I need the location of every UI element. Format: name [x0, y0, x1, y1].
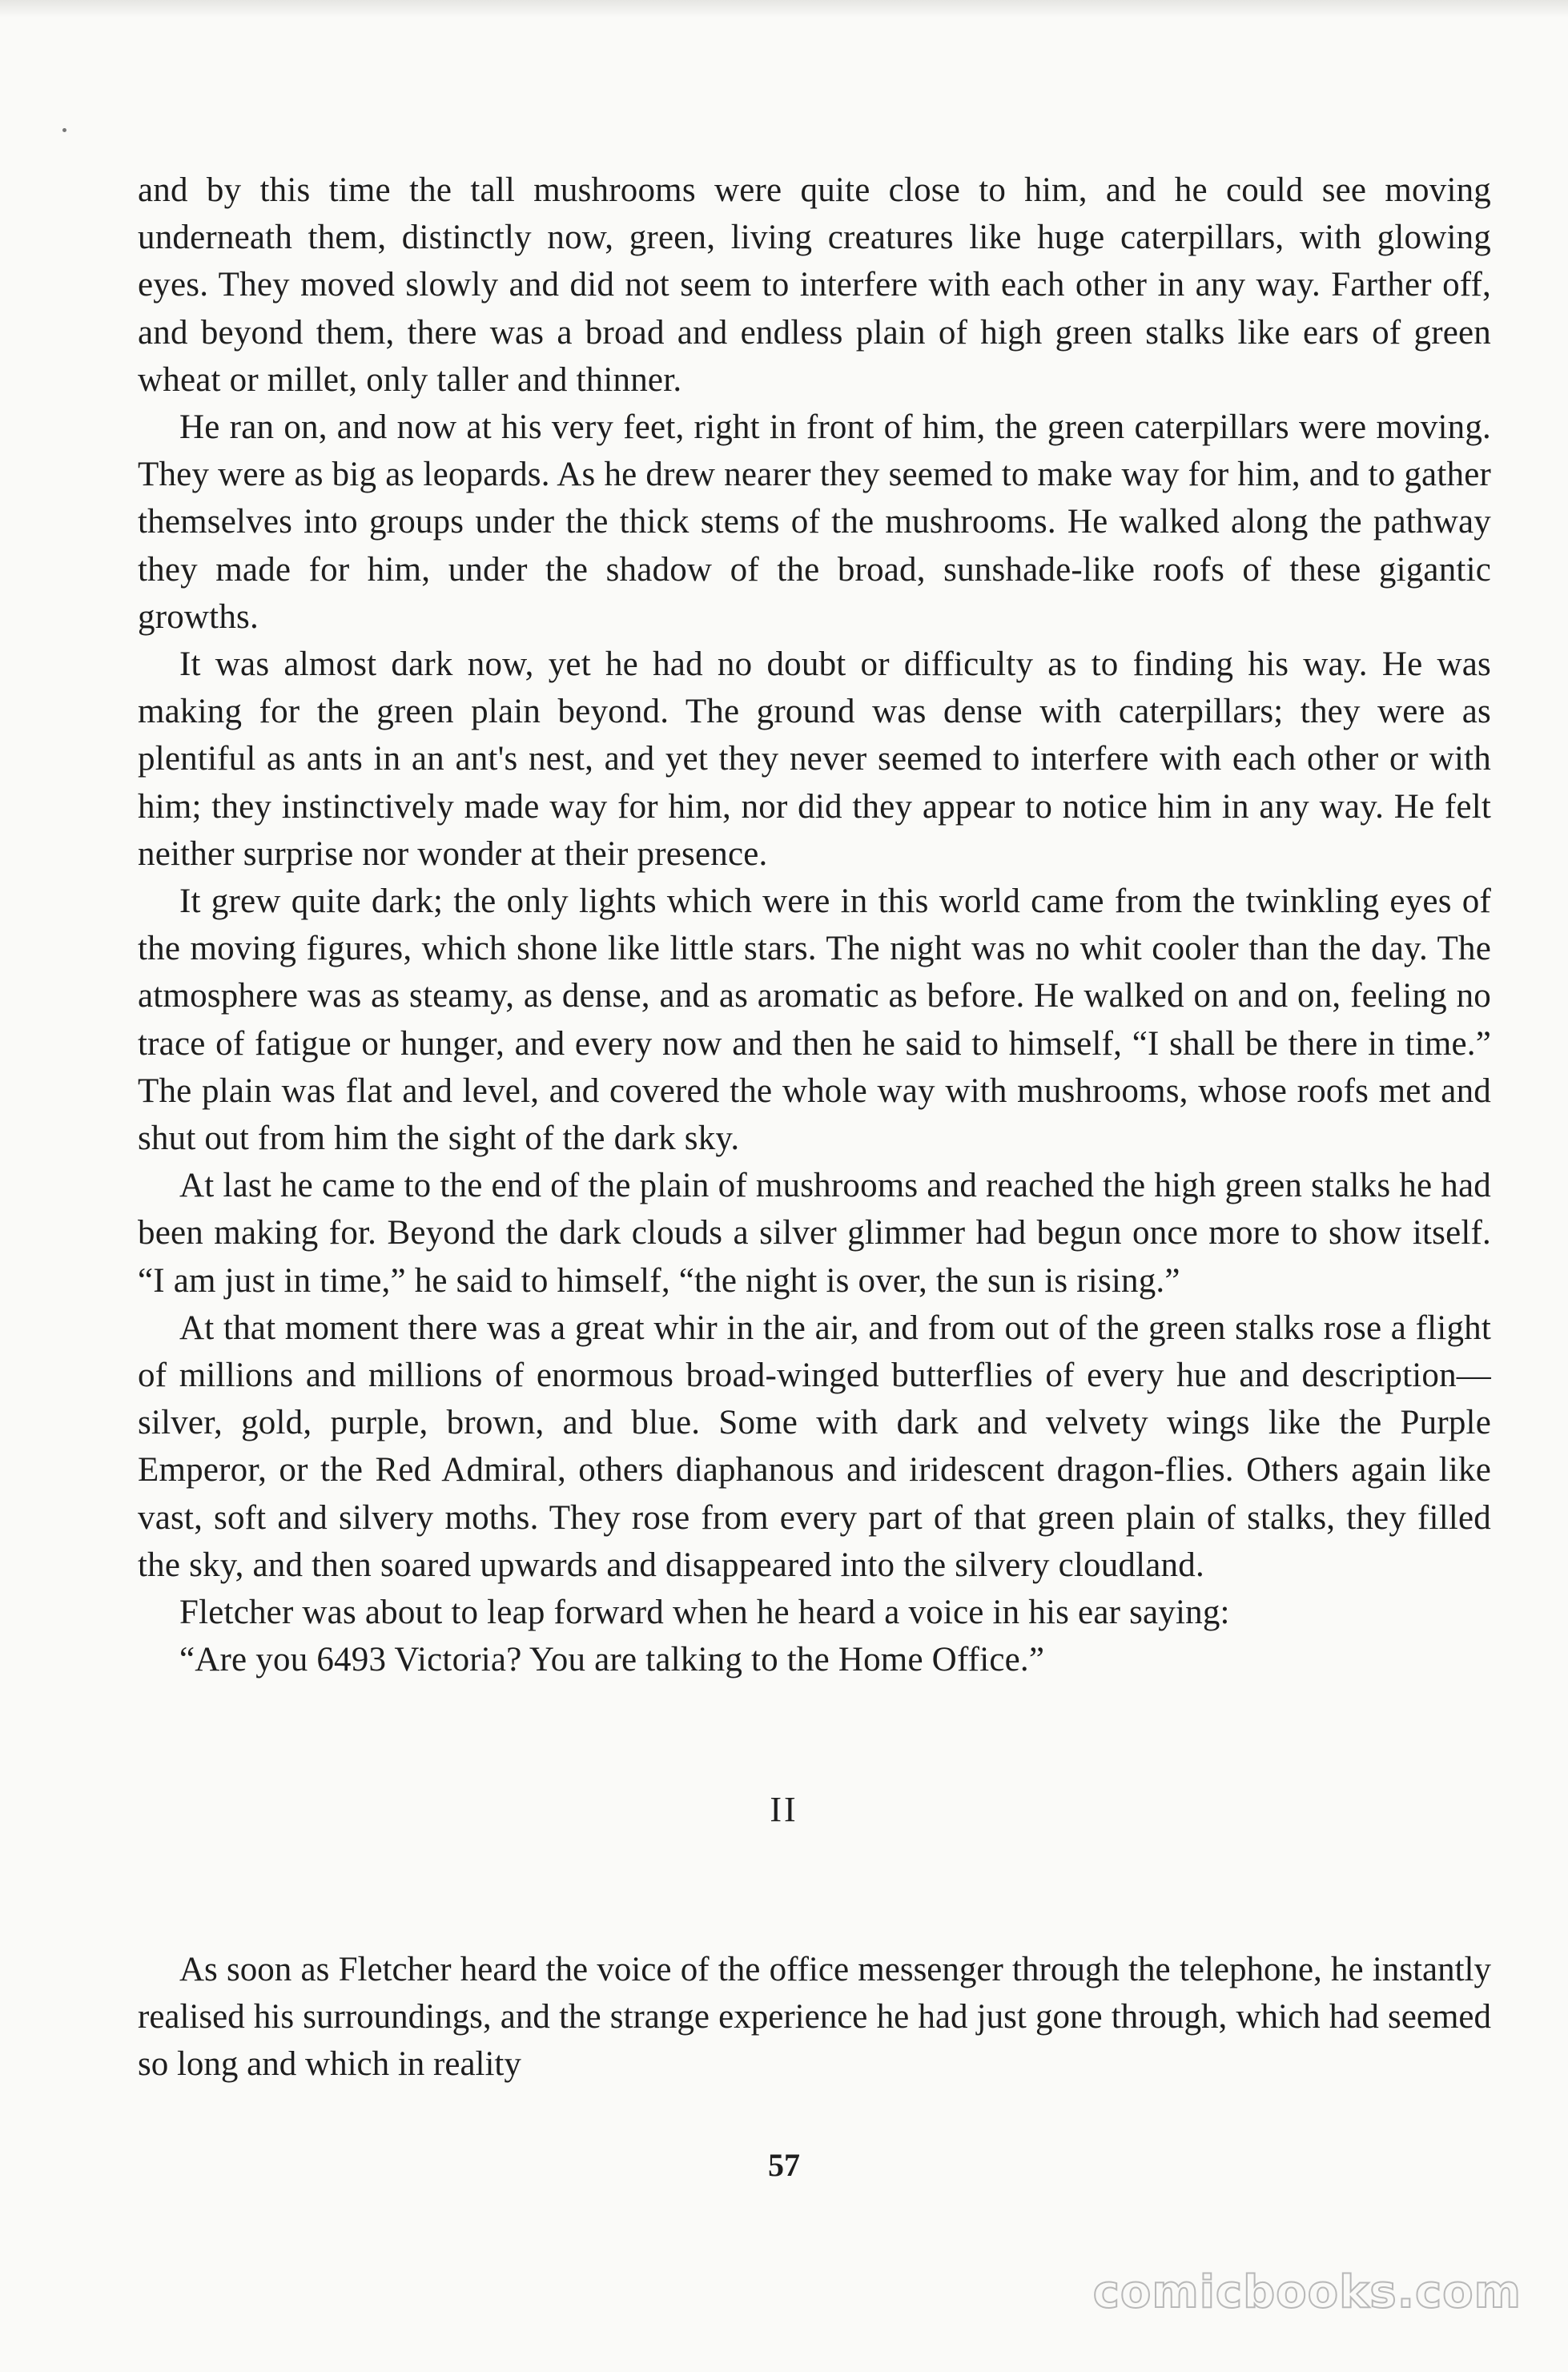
body-text: [138, 167, 1491, 1684]
section-body-text: [138, 1946, 1491, 2089]
watermark-logo: comicbooks.com: [1092, 2266, 1522, 2318]
section-heading: II: [770, 1790, 798, 1829]
paragraph: He ran on, and now at his very feet, right in front of him, the green caterpillars were moving. They were as big as leopards. As he drew nearer they seemed to make way for him, and to gather themselves into groups under the thick stems of the mushrooms. He walked along the pathway they made for him, under the shadow of the broad, sunshade-like roofs of these gigantic growths.: [138, 408, 1491, 636]
scan-edge-shading: [0, 0, 1568, 18]
page-number: 57: [768, 2147, 800, 2183]
paragraph: At that moment there was a great whir in the air, and from out of the green stalks rose a flight of millions and millions of enormous broad-winged butterflies of every hue and description—silver, gold, purple, brown, and blue. Some with dark and velvety wings like the Purple Emperor, or the Red Admiral, others diaphanous and iridescent dragon-flies. Others again like vast, soft and silvery moths. They rose from every part of that green plain of stalks, they filled the sky, and then soared upwards and disappeared into the silvery cloudland.: [138, 1309, 1491, 1584]
scan-speck: [62, 128, 66, 132]
paragraph: “Are you 6493 Victoria? You are talking to the Home Office.”: [179, 1641, 1045, 1679]
paragraph: Fletcher was about to leap forward when he heard a voice in his ear saying:: [179, 1594, 1230, 1632]
paragraph: It was almost dark now, yet he had no doubt or difficulty as to finding his way. He was making for the green plain beyond. The ground was dense with caterpillars; they were as plentiful as ants in an ant's nest, and yet they never seemed to interfere with each other or with him; they instinctively made way for him, nor did they appear to notice him in any way. He felt neither surprise nor wonder at their presence.: [138, 645, 1491, 873]
paragraph: and by this time the tall mushrooms were quite close to him, and he could see moving underneath them, distinctly now, green, living creatures like huge caterpillars, with glowing eyes. They moved slowly and did not seem to interfere with each other in any way. Farther off, and beyond them, there was a broad and endless plain of high green stalks like ears of green wheat or millet, only taller and thinner.: [138, 171, 1491, 399]
paragraph: At last he came to the end of the plain of mushrooms and reached the high green stalks he had been making for. Beyond the dark clouds a silver glimmer had begun once more to show itself. “I am just in time,” he said to himself, “the night is over, the sun is rising.”: [138, 1167, 1491, 1300]
paragraph: As soon as Fletcher heard the voice of the office messenger through the telephone, he instantly realised his surroundings, and the strange experience he had just gone through, which had seemed so long and which in reality: [138, 1951, 1491, 2084]
paragraph: It grew quite dark; the only lights which were in this world came from the twinkling eyes of the moving figures, which shone like little stars. The night was no whit cooler than the day. The atmosphere was as steamy, as dense, and as aromatic as before. He walked on and on, feeling no trace of fatigue or hunger, and every now and then he said to himself, “I shall be there in time.” The plain was flat and level, and covered the whole way with mushrooms, whose roofs met and shut out from him the sight of the dark sky.: [138, 882, 1491, 1158]
